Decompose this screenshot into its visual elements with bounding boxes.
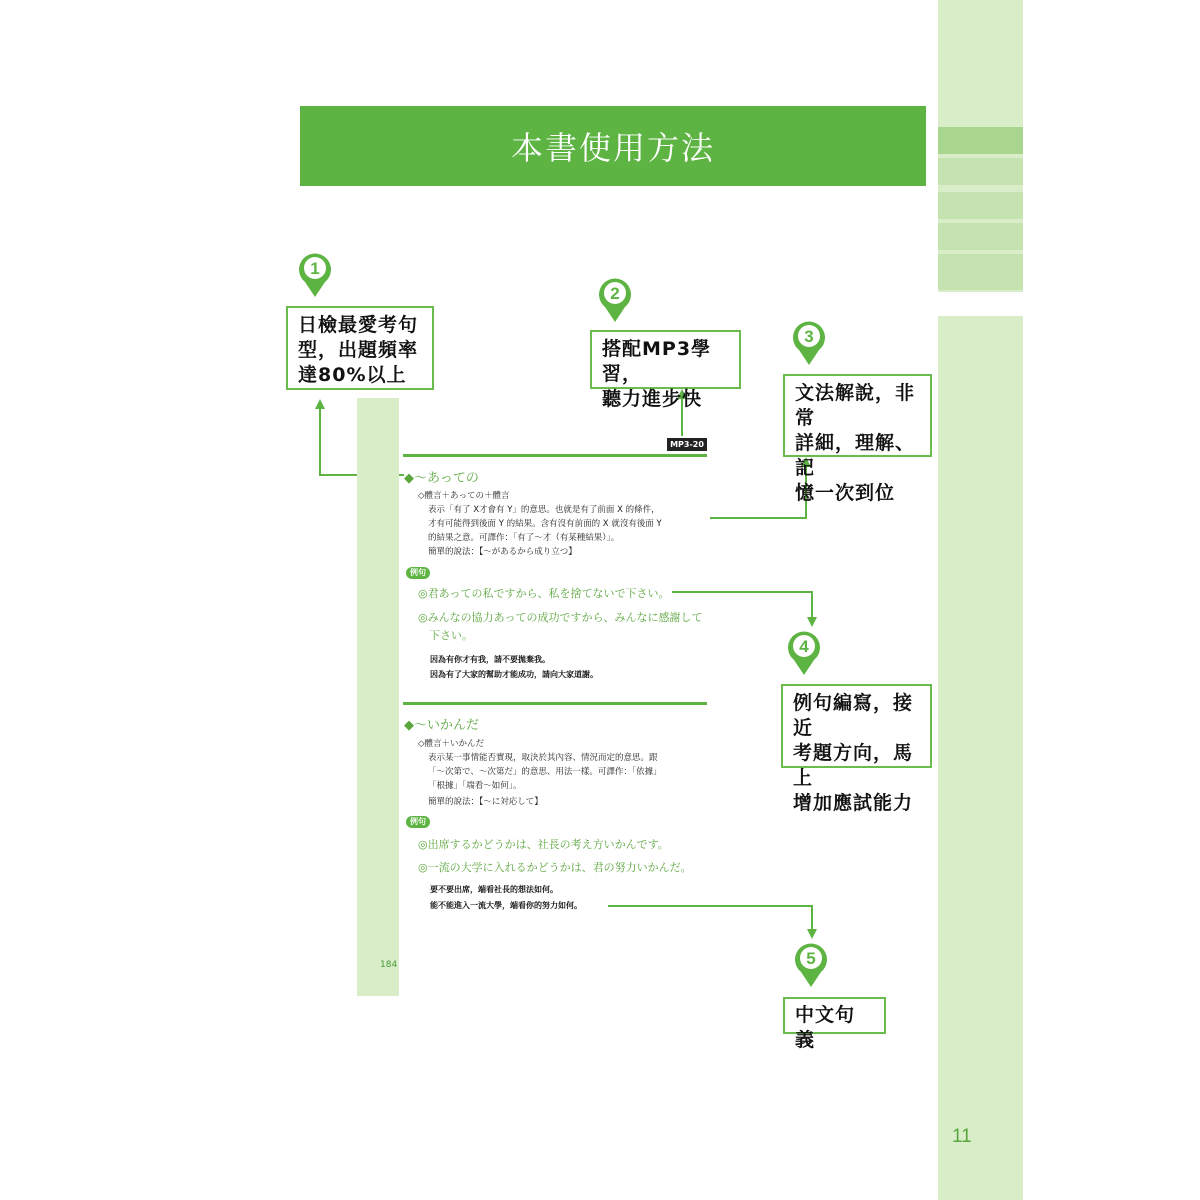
sample-page-spine [357,398,399,996]
callout-line: 考題方向，馬上 [793,742,914,789]
example-label: 例句 [406,816,430,828]
example-sentence: ◎君あっての私ですから、私を捨てないで下さい。 [418,587,670,600]
entry-explanation-line: 簡單的說法：【〜に対応して】 [428,797,543,807]
entry-explanation-line: 「根據」「端看〜如何」。 [428,781,522,791]
callout-line: 搭配MP3學習， [602,338,712,385]
green-rule [403,702,707,705]
callout-5 [783,997,886,1051]
callout-line: 中文句義 [795,1004,856,1051]
callout-line: 例句編寫，接近 [793,692,914,739]
entry-heading: ◆〜あっての [404,471,479,486]
marker-2-icon [597,275,633,323]
svg-text:1: 1 [310,259,320,278]
translation-line: 能不能進入一流大學，端看你的努力如何。 [430,901,582,910]
callout-line: 增加應試能力 [793,792,914,814]
marker-1-icon [297,250,333,298]
callout-3 [783,374,932,504]
svg-text:3: 3 [804,327,814,346]
callout-line: 達80%以上 [298,364,407,386]
svg-text:2: 2 [610,284,620,303]
entry-pattern: ◇體言＋あっての＋體言 [418,491,510,501]
entry-explanation-line: 表示某一事情能否實現，取決於其內容、情況而定的意思。跟 [428,753,658,763]
example-sentence: ◎一流の大学に入れるかどうかは、君の努力いかんだ。 [418,861,692,874]
translation-line: 要不要出席，端看社長的想法如何。 [430,885,558,894]
sample-page-number: 184 [380,960,398,970]
entry-heading: ◆〜いかんだ [404,718,479,733]
example-sentence: 下さい。 [418,629,473,642]
callout-line: 型，出題頻率 [298,339,419,361]
example-sentence: ◎出席するかどうかは、社長の考え方いかんです。 [418,838,669,851]
green-rule [403,454,707,457]
callout-line: 聽力進步快 [602,388,703,410]
arrow-5 [608,906,812,934]
svg-text:4: 4 [799,637,809,656]
entry-explanation-line: 才有可能得到後面 Y 的結果。含有沒有前面的 X 就沒有後面 Y [428,519,662,529]
marker-3-icon [791,318,827,366]
entry-explanation-line: 的結果之意。可譯作：「有了〜才（有某種結果）」。 [428,533,620,543]
translation-line: 因為有你才有我，請不要拋棄我。 [430,655,550,664]
marker-5-icon [793,940,829,988]
marker-4-icon [786,628,822,676]
example-sentence: ◎みんなの協力あっての成功ですから、みんなに感謝して [418,611,703,624]
entry-explanation-line: 簡單的說法：【〜があるから成り立つ】 [428,547,577,557]
mp3-badge: MP3-20 [667,438,707,451]
example-label: 例句 [406,567,430,579]
callout-line: 日檢最愛考句 [298,314,419,336]
entry-explanation-line: 「〜次第で、〜次第だ」的意思、用法一樣。可譯作：「依據」 [428,767,662,777]
callout-4 [781,684,932,814]
entry-pattern: ◇體言＋いかんだ [418,739,485,749]
arrow-3 [710,462,806,518]
page-number: 11 [952,1126,972,1147]
callout-1 [286,306,434,390]
svg-text:5: 5 [806,949,816,968]
callout-line: 文法解說，非常 [795,382,916,429]
translation-line: 因為有了大家的幫助才能成功，請向大家道謝。 [430,670,598,679]
callout-line: 詳細，理解、記 [795,432,916,479]
callout-line: 憶一次到位 [795,482,896,504]
page-title: 本書使用方法 [510,129,715,167]
entry-explanation-line: 表示「有了 X才會有 Y」的意思。也就是有了前面 X 的條件， [428,505,660,515]
callout-2 [590,330,741,410]
